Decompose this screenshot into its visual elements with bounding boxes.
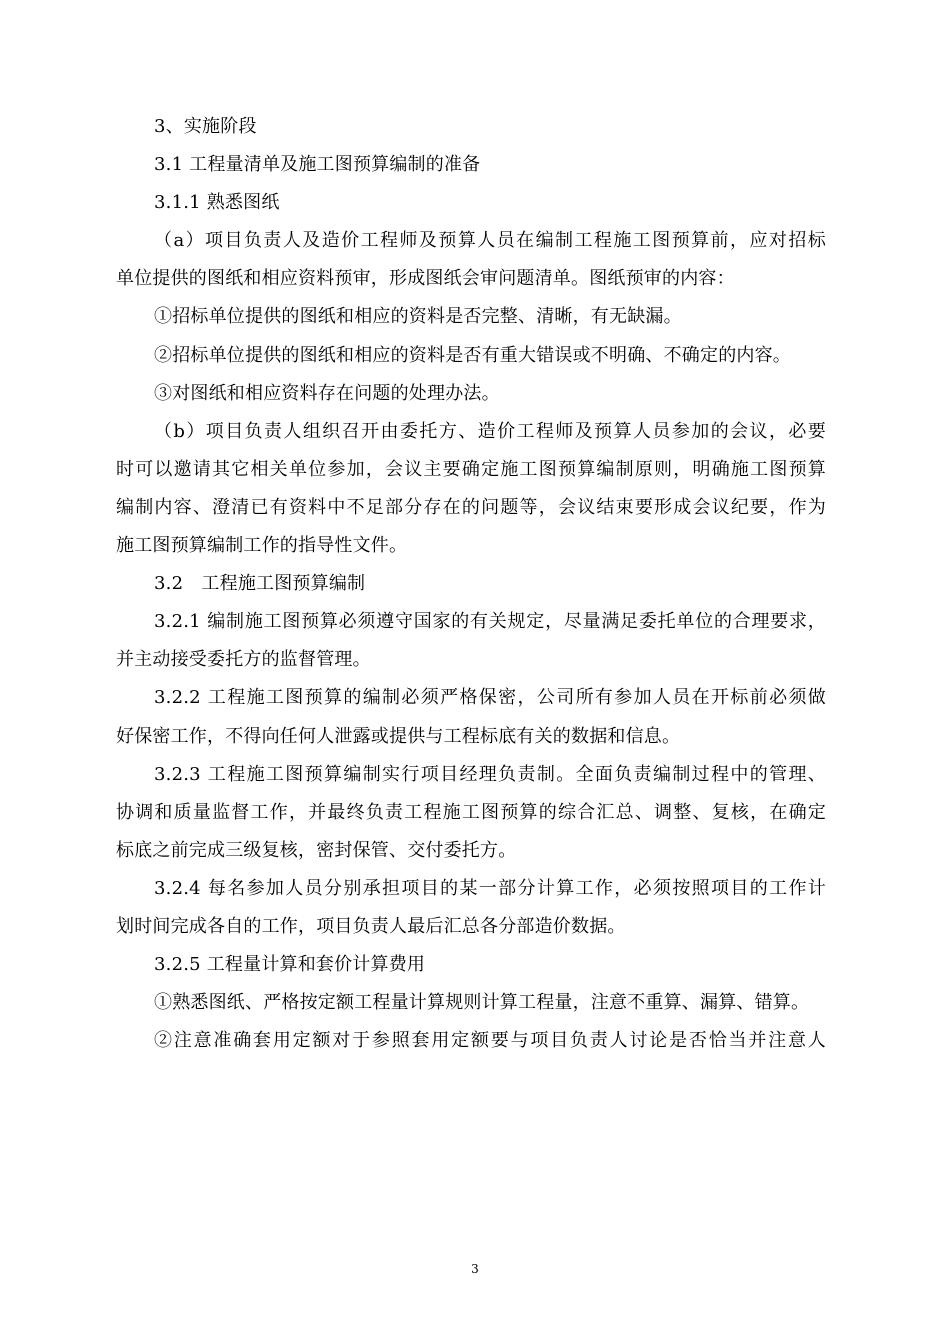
paragraph <box>116 603 826 679</box>
paragraph <box>116 679 826 755</box>
text-line: 3.2.5 工程量计算和套价计算费用 <box>154 954 426 976</box>
paragraph <box>116 1022 826 1060</box>
text-line: 3.1.1 熟悉图纸 <box>154 192 280 214</box>
paragraph <box>116 222 826 298</box>
paragraph <box>116 375 826 413</box>
paragraph <box>116 108 826 146</box>
paragraph <box>116 984 826 1022</box>
paragraph <box>116 413 826 565</box>
text-line: （a）项目负责人及造价工程师及预算人员在编制工程施工图预算前，应对招标 <box>154 230 826 252</box>
text-line: 3、实施阶段 <box>154 116 257 137</box>
body-text <box>116 108 826 1060</box>
text-line: 3.2.4 每名参加人员分别承担项目的某一部分计算工作，必须按照项目的工作计 <box>154 877 826 899</box>
text-line: 好保密工作，不得向任何人泄露或提供与工程标底有关的数据和信息。 <box>116 725 681 747</box>
text-line: 标底之前完成三级复核，密封保管、交付委托方。 <box>116 839 517 861</box>
text-line: ①熟悉图纸、严格按定额工程量计算规则计算工程量，注意不重算、漏算、错算。 <box>154 992 810 1014</box>
text-line: ③对图纸和相应资料存在问题的处理办法。 <box>154 382 500 404</box>
text-line: （b）项目负责人组织召开由委托方、造价工程师及预算人员参加的会议，必要 <box>154 420 826 442</box>
text-line: 3.2.2 工程施工图预算的编制必须严格保密，公司所有参加人员在开标前必须做 <box>154 687 826 709</box>
text-line: 划时间完成各自的工作，项目负责人最后汇总各分部造价数据。 <box>116 915 626 937</box>
text-line: 3.2.1 编制施工图预算必须遵守国家的有关规定，尽量满足委托单位的合理要求， <box>154 611 826 633</box>
text-line: 3.1 工程量清单及施工图预算编制的准备 <box>154 154 481 176</box>
paragraph <box>116 298 826 336</box>
text-line: 单位提供的图纸和相应资料预审，形成图纸会审问题清单。图纸预审的内容： <box>116 268 735 290</box>
page-number: 3 <box>471 1262 479 1276</box>
paragraph <box>116 337 826 375</box>
text-line: 并主动接受委托方的监督管理。 <box>116 649 371 671</box>
text-line: 时可以邀请其它相关单位参加，会议主要确定施工图预算编制原则，明确施工图预算 <box>116 458 826 480</box>
text-line: 编制内容、澄清已有资料中不足部分存在的问题等，会议结束要形成会议纪要，作为 <box>116 496 826 518</box>
paragraph <box>116 565 826 603</box>
text-line: ①招标单位提供的图纸和相应的资料是否完整、清晰，有无缺漏。 <box>154 306 682 328</box>
text-line: 3.2 工程施工图预算编制 <box>154 573 366 595</box>
text-line: ②注意准确套用定额对于参照套用定额要与项目负责人讨论是否恰当并注意人 <box>154 1030 826 1052</box>
text-line: ②招标单位提供的图纸和相应的资料是否有重大错误或不明确、不确定的内容。 <box>154 344 791 366</box>
paragraph <box>116 870 826 946</box>
paragraph <box>116 756 826 870</box>
text-line: 3.2.3 工程施工图预算编制实行项目经理负责制。全面负责编制过程中的管理、 <box>154 763 826 785</box>
text-line: 协调和质量监督工作，并最终负责工程施工图预算的综合汇总、调整、复核，在确定 <box>116 801 826 823</box>
paragraph <box>116 946 826 984</box>
paragraph <box>116 146 826 184</box>
paragraph <box>116 184 826 222</box>
text-line: 施工图预算编制工作的指导性文件。 <box>116 535 408 557</box>
